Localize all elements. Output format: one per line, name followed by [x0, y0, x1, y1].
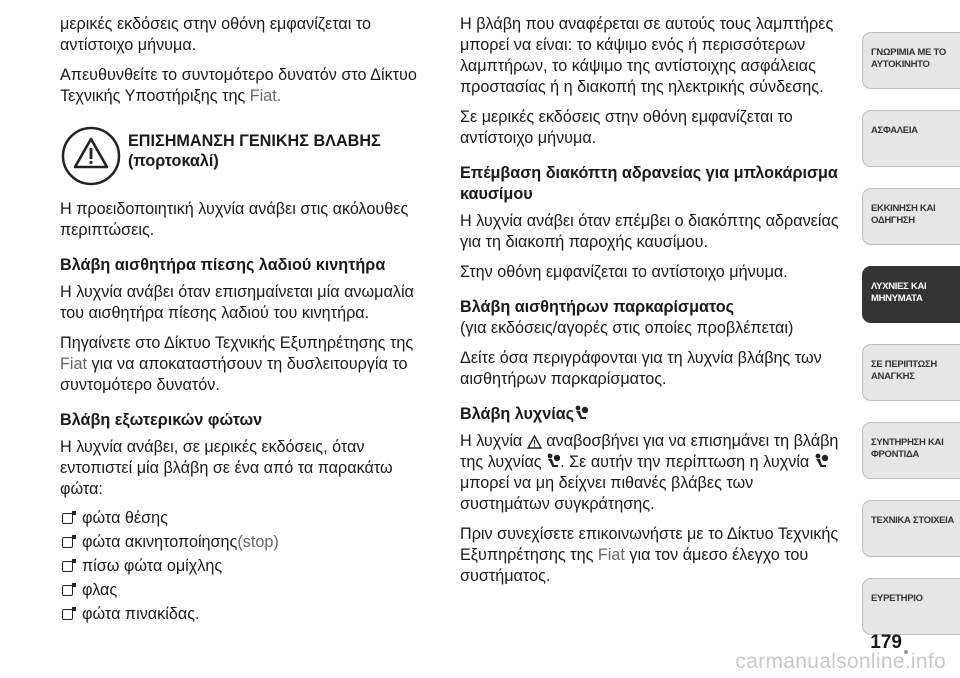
airbag-icon [546, 453, 560, 470]
paragraph: Η λυχνία ανάβει όταν επισημαίνεται μία ανωμαλία του αισθητήρα πίεσης λαδιού του κινητήρα. [60, 283, 414, 322]
airbag-icon [574, 405, 588, 422]
bulb-bullet-icon [62, 537, 73, 548]
paragraph: Σε μερικές εκδόσεις στην οθόνη εμφανίζεται το αντίστοιχο μήνυμα. [460, 108, 793, 147]
lights-list [60, 509, 440, 624]
paragraph: μερικές εκδόσεις στην οθόνη εμφανίζεται το αντίστοιχο μήνυμα. [60, 15, 371, 54]
list-item: πίσω φώτα ομίχλης [60, 557, 440, 576]
section-heading-exterior-lights: Βλάβη εξωτερικών φώτων [60, 411, 263, 429]
warning-triangle-icon [60, 125, 122, 187]
paragraph: Πριν συνεχίσετε επικοινωνήστε με το Δίκτυο Τεχνικής Εξυπηρέτησης της Fiat για τον άμεσο έλεγχο του συστήματος. [460, 525, 839, 585]
paragraph: Στην οθόνη εμφανίζεται το αντίστοιχο μήνυμα. [460, 263, 788, 281]
bulb-bullet-icon [62, 609, 73, 620]
tab-index[interactable]: ΕΥΡΕΤΗΡΙΟ [862, 578, 960, 635]
paragraph: Πηγαίνετε στο Δίκτυο Τεχνικής Εξυπηρέτησης της Fiat για να αποκαταστήσουν τη δυσλειτουργία το συντομότερο δυνατόν. [60, 334, 414, 394]
tab-getting-to-know[interactable]: ΓΝΩΡΙΜΙΑ ΜΕ ΤΟ ΑΥΤΟΚΙΝΗΤΟ [862, 32, 960, 89]
tab-warning-lights[interactable]: ΛΥΧΝΙΕΣ ΚΑΙ ΜΗΝΥΜΑΤΑ [862, 266, 960, 323]
airbag-icon [814, 453, 828, 470]
tab-safety[interactable]: ΑΣΦΑΛΕΙΑ [862, 110, 960, 167]
section-heading-lamp-fault: Βλάβη λυχνίας [460, 404, 840, 425]
list-item: φώτα θέσης [60, 509, 440, 528]
paragraph: Η λυχνία ανάβει, σε μερικές εκδόσεις, όταν εντοπιστεί μία βλάβη σε ένα από τα παρακάτω φώτα: [60, 438, 393, 498]
bulb-bullet-icon [62, 513, 73, 524]
section-heading-fuel-cutoff: Επέμβαση διακόπτη αδρανείας για μπλοκάρισμα καυσίμου [460, 164, 838, 203]
paragraph: Δείτε όσα περιγράφονται για τη λυχνία βλάβης των αισθητήρων παρκαρίσματος. [460, 349, 822, 388]
watermark: carmanualsonline.info [735, 650, 946, 673]
tab-technical-data[interactable]: ΤΕΧΝΙΚΑ ΣΤΟΙΧΕΙΑ [862, 500, 960, 557]
paragraph: Η βλάβη που αναφέρεται σε αυτούς τους λαμπτήρες μπορεί να είναι: το κάψιμο ενός ή περισσότερων λαμπτήρων, το κάψιμο της αντίστοιχης ασφάλειας προστασίας ή η διακοπή της ηλεκτρικής σύνδεσης. [460, 15, 834, 96]
right-column [460, 14, 840, 596]
tab-emergency[interactable]: ΣΕ ΠΕΡΙΠΤΩΣΗ ΑΝΑΓΚΗΣ [862, 344, 960, 401]
paragraph-note: (για εκδόσεις/αγορές στις οποίες προβλέπεται) [460, 319, 794, 337]
list-item: φώτα ακινητοποίησης (stop) [60, 533, 440, 552]
section-heading-parking-sensors: Βλάβη αισθητήρων παρκαρίσματος [460, 298, 735, 316]
paragraph: Η λυχνία αναβοσβήνει για να επισημάνει τη βλάβη της λυχνίας . Σε αυτήν την περίπτωση η λυχνία μπορεί να μη δείχνει πιθανές βλάβες των συστημάτων συγκράτησης. [460, 432, 839, 513]
paragraph: Η προειδοποιητική λυχνία ανάβει στις ακόλουθες περιπτώσεις. [60, 200, 409, 239]
bulb-bullet-icon [62, 561, 73, 572]
warning-triangle-icon [527, 435, 542, 449]
left-column [60, 14, 440, 629]
general-fault-warning [60, 125, 440, 187]
bulb-bullet-icon [62, 585, 73, 596]
warning-title: ΕΠΙΣΗΜΑΝΣΗ ΓΕΝΙΚΗΣ ΒΛΑΒΗΣ (πορτοκαλί) [128, 132, 381, 170]
chapter-index-sidebar [862, 32, 960, 656]
list-item: φλας [60, 581, 440, 600]
tab-starting-driving[interactable]: ΕΚΚΙΝΗΣΗ ΚΑΙ ΟΔΗΓΗΣΗ [862, 188, 960, 245]
paragraph: Η λυχνία ανάβει όταν επέμβει ο διακόπτης αδρανείας για τη διακοπή παροχής καυσίμου. [460, 212, 839, 251]
paragraph: Απευθυνθείτε το συντομότερο δυνατόν στο Δίκτυο Τεχνικής Υποστήριξης της Fiat. [60, 66, 417, 105]
section-heading-oil-sensor: Βλάβη αισθητήρα πίεσης λαδιού κινητήρα [60, 256, 386, 274]
page-number: 179 [870, 632, 902, 653]
list-item: φώτα πινακίδας. [60, 605, 440, 624]
tab-maintenance[interactable]: ΣΥΝΤΗΡΗΣΗ ΚΑΙ ΦΡΟΝΤΙΔΑ [862, 422, 960, 479]
